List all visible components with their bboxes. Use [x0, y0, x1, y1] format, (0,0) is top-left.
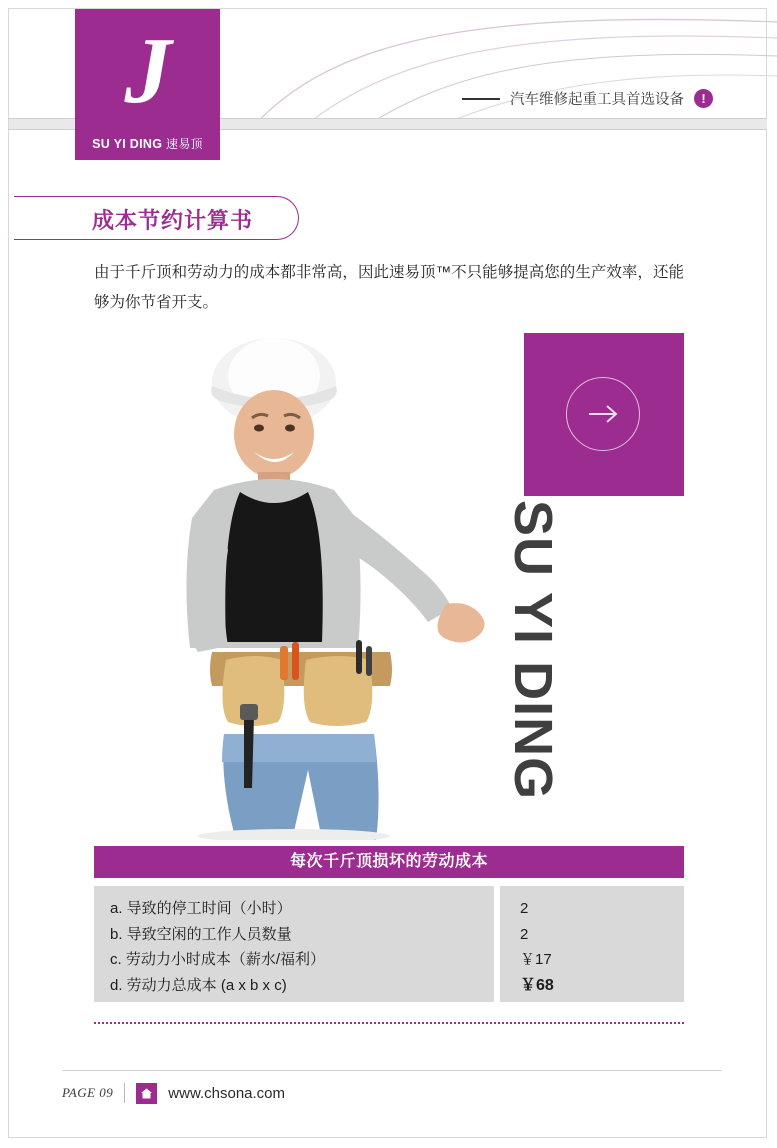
vertical-brand-text: SU YI DING — [503, 500, 563, 801]
page-number: PAGE 09 — [62, 1085, 114, 1100]
table-row: a. 导致的停工时间（小时） — [110, 900, 292, 917]
website-url: www.chsona.com — [168, 1084, 286, 1102]
cost-table — [94, 886, 684, 1002]
footer — [62, 1078, 722, 1108]
arrow-right-icon — [566, 377, 640, 451]
tagline-text: 汽车维修起重工具首选设备 — [510, 92, 684, 108]
intro-paragraph: 由于千斤顶和劳动力的成本都非常高，因此速易顶™不只能够提高您的生产效率，还能够为你节省开支。 — [94, 264, 684, 311]
exclamation-badge-icon: ! — [694, 89, 713, 108]
header-tagline — [462, 88, 713, 109]
page-title: 成本节约计算书 — [92, 208, 254, 233]
section-title-tab — [14, 196, 314, 242]
table-value: 2 — [520, 900, 529, 917]
table-row: c. 劳动力小时成本（薪水/福利） — [110, 951, 326, 968]
home-icon — [136, 1083, 157, 1104]
logo-caption — [75, 135, 220, 152]
table-value-total: ￥68 — [520, 976, 554, 994]
logo-mark: J — [124, 19, 171, 123]
logo-block — [75, 9, 220, 160]
table-column-values — [500, 886, 684, 1002]
dotted-divider — [94, 1022, 684, 1024]
table-column-labels — [94, 886, 494, 1002]
table-value: 2 — [520, 925, 529, 943]
logo-caption-cn: 速易顶 — [166, 137, 203, 151]
table-value: ￥17 — [520, 951, 552, 968]
worker-photo — [94, 330, 524, 840]
logo-caption-en: SU YI DING — [92, 137, 163, 151]
table-header: 每次千斤顶损坏的劳动成本 — [94, 846, 684, 878]
table-row: b. 导致空闲的工作人员数量 — [110, 925, 292, 943]
tagline-rule — [462, 98, 500, 100]
footer-rule — [62, 1070, 722, 1071]
table-row: d. 劳动力总成本 (a x b x c) — [110, 976, 287, 994]
footer-separator — [124, 1083, 125, 1103]
